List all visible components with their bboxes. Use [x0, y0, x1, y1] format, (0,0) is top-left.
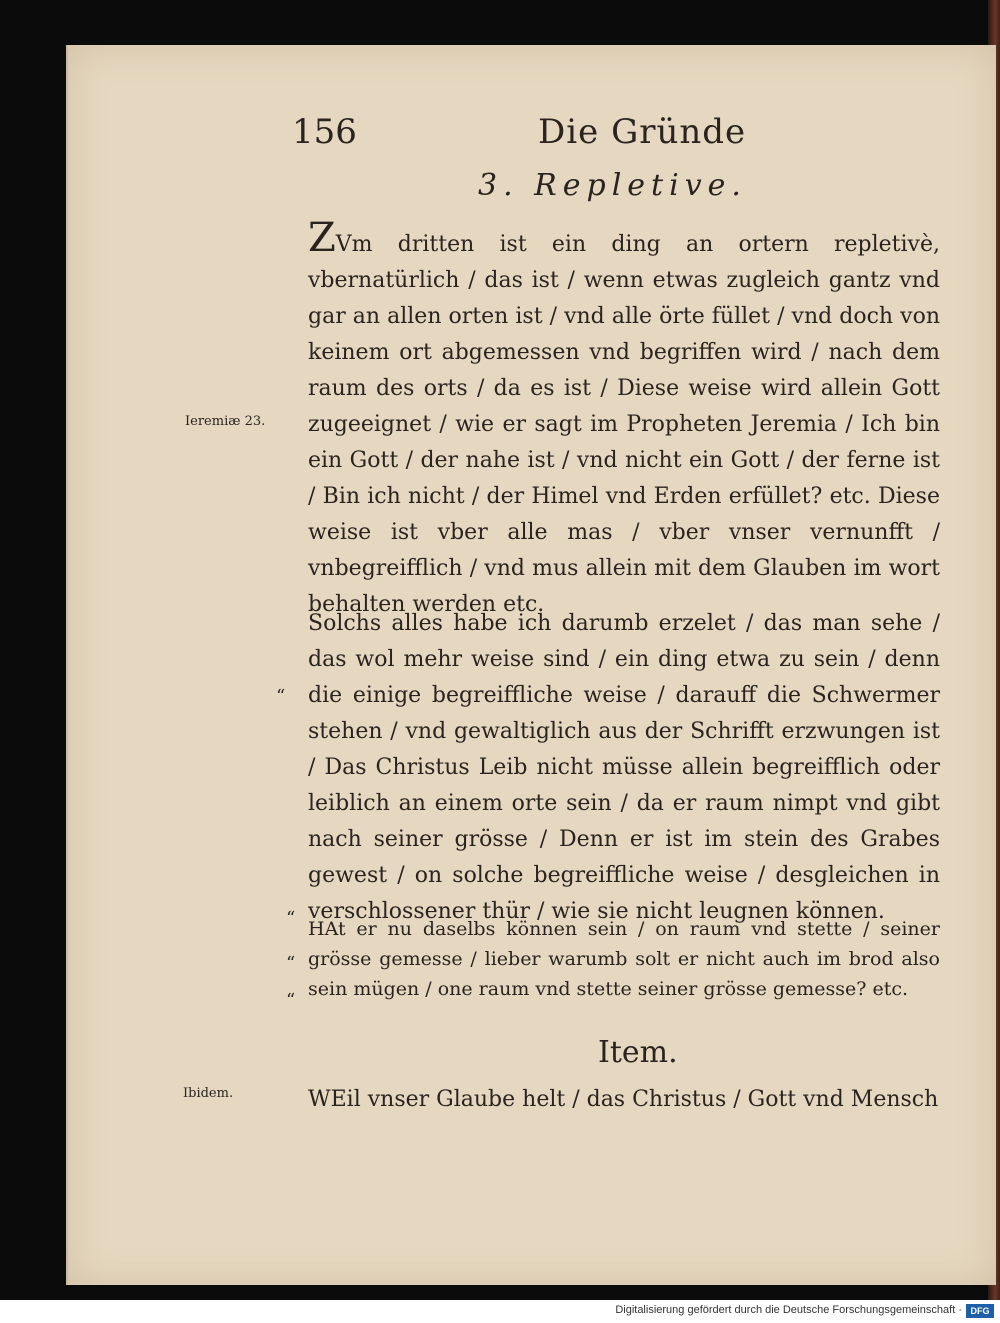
item-heading: Item.	[598, 1035, 678, 1070]
paragraph-repletive	[308, 215, 940, 623]
paragraph-text: Solchs alles habe ich darumb erzelet / das man sehe / das wol mehr weise sind / ein ding etwa zu sein / denn die einige begreiffliche weise / darauff die Schwermer stehen / vnd gewaltiglich aus der Schrifft erzwungen ist / Das Christus Leib nicht müsse allein begreifflich oder leiblich an einem orte sein / da er raum nimpt vnd gibt nach seiner grösse / Denn er ist im stein des Grabes gewest / on solche begreiffliche weise / desgleichen in verschlossener thür / wie sie nicht leugnen können.	[308, 611, 940, 924]
page-number: 156	[292, 112, 357, 152]
paragraph-text: Vm dritten ist ein ding an ortern repletivè, vbernatürlich / das ist / wenn etwas zugleich gantz vnd gar an allen orten ist / vnd alle örte füllet / vnd doch von keinem ort abgemessen vnd begriffen wird / nach dem raum des orts / da es ist / Diese weise wird allein Gott zugeeignet / wie er sagt im Propheten Jeremia / Ich bin ein Gott / der nahe ist / vnd nicht ein Gott / der ferne ist / Bin ich nicht / der Himel vnd Erden erfüllet? etc. Diese weise ist vber alle mas / vber vnser vernunfft / vnbegreifflich / vnd mus allein mit dem Glauben im wort behalten werden etc.	[308, 232, 940, 617]
quote-mark: “	[286, 990, 296, 1011]
quote-mark: “	[286, 953, 296, 974]
paragraph-text: WEil vnser Glaube helt / das Christus / Gott vnd Mensch	[308, 1087, 939, 1112]
quote-mark: “	[276, 686, 286, 707]
paragraph-item	[308, 1082, 940, 1118]
running-title: Die Gründe	[538, 112, 747, 152]
footer-credit-bar	[0, 1300, 1000, 1323]
digitization-credit: Digitalisierung gefördert durch die Deutsche Forschungsgemeinschaft ·	[615, 1304, 962, 1316]
quote-mark: “	[286, 908, 296, 929]
paragraph-summary	[308, 606, 940, 930]
margin-note-ibidem: Ibidem.	[183, 1086, 234, 1101]
section-heading: 3. Repletive.	[478, 168, 747, 203]
margin-note-jeremiah: Ieremiæ 23.	[185, 414, 266, 429]
dfg-logo-icon: DFG	[966, 1304, 994, 1318]
paragraph-quotation	[308, 914, 940, 1004]
paragraph-text: HAt er nu daselbs können sein / on raum vnd stette / seiner grösse gemesse / lieber warumb solt er nicht auch im brod also sein mügen / one raum vnd stette seiner grösse gemesse? etc.	[308, 918, 940, 1000]
initial-letter: Z	[308, 215, 336, 261]
